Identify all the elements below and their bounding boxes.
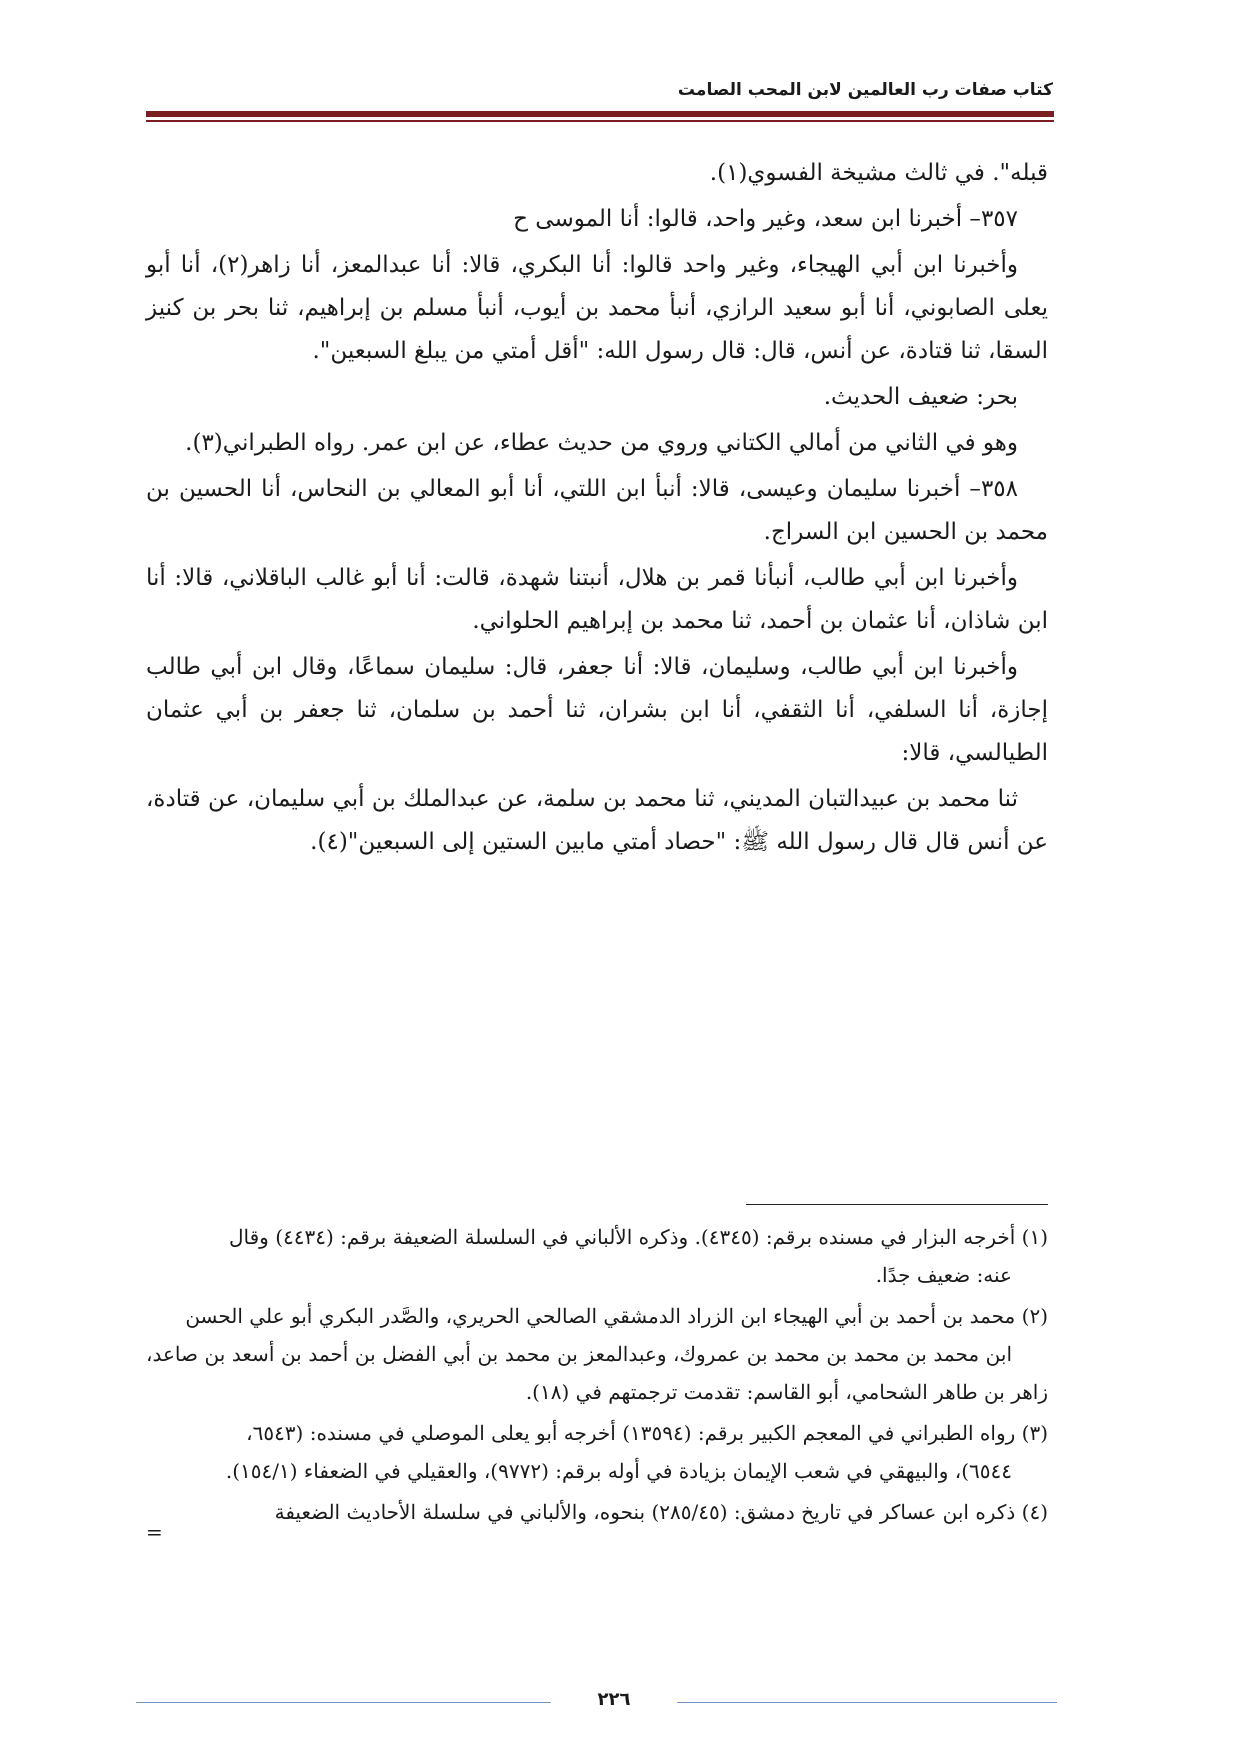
header-divider-thick — [146, 111, 1054, 117]
footnote-separator — [746, 1204, 1048, 1205]
footnotes — [146, 1218, 1048, 1542]
footnote-1-line: (١) أخرجه البزار في مسنده برقم: (٤٣٤٥). وذكره الألباني في السلسلة الضعيفة برقم: (٤٤٣٤) وقال — [229, 1225, 1048, 1249]
paragraph: ٣٥٧– أخبرنا ابن سعد، وغير واحد، قالوا: أنا الموسى ح — [513, 206, 1018, 232]
footnote-3-line: (٣) رواه الطبراني في المعجم الكبير برقم: (١٣٥٩٤) أخرجه أبو يعلى الموصلي في مسنده: (٦٥٤٣، — [246, 1421, 1048, 1445]
footnote-2 — [146, 1297, 1048, 1411]
main-text — [146, 152, 1048, 867]
footer-divider-left — [136, 1702, 551, 1703]
paragraph: وأخبرنا ابن أبي الهيجاء، وغير واحد قالوا: أنا البكري، قالا: أنا عبدالمعز، أنا زاهر(٢)، أنا أبو يعلى الصابوني، أنا أبو سعيد الرازي، أنبأ محمد بن أيوب، أنبأ مسلم بن إبراهيم، ثنا بحر بن كنيز السقا، ثنا قتادة، عن أنس، قال: قال رسول الله: "أقل أمتي من يبلغ السبعين". — [146, 252, 1049, 364]
footnote-3-continuation: ٦٥٤٤)، والبيهقي في شعب الإيمان بزيادة في أوله برقم: (٩٧٧٢)، والعقيلي في الضعفاء (١٥٤/١). — [225, 1459, 1012, 1483]
paragraph: ٣٥٨– أخبرنا سليمان وعيسى، قالا: أنبأ ابن اللتي، أنا أبو المعالي بن النحاس، أنا الحسين بن محمد بن الحسين ابن السراج. — [146, 476, 1048, 545]
paragraph: ثنا محمد بن عبيدالتبان المديني، ثنا محمد بن سلمة، عن عبدالملك بن أبي سليمان، عن قتادة، عن أنس قال قال رسول الله ﷺ: "حصاد أمتي مابين الستين إلى السبعين"(٤). — [146, 786, 1048, 855]
paragraph: وأخبرنا ابن أبي طالب، أنبأنا قمر بن هلال، أنبتنا شهدة، قالت: أنا أبو غالب الباقلاني، قالا: أنا ابن شاذان، أنا عثمان بن أحمد، ثنا محمد بن إبراهيم الحلواني. — [146, 565, 1048, 634]
paragraph: قبله". في ثالث مشيخة الفسوي(١). — [709, 160, 1048, 186]
footnote-4-line: (٤) ذكره ابن عساكر في تاريخ دمشق: (٢٨٥/٤٥) بنحوه، والألباني في سلسلة الأحاديث الضعيفة — [274, 1500, 1048, 1524]
footnote-continuation-mark: = — [146, 1520, 163, 1544]
running-header-title: كتاب صفات رب العالمين لابن المحب الصامت — [677, 80, 1053, 100]
footnote-3 — [146, 1414, 1048, 1490]
footer-divider-right — [677, 1702, 1057, 1703]
footnote-1-continuation: عنه: ضعيف جدًا. — [875, 1263, 1012, 1287]
footnote-1 — [146, 1218, 1048, 1294]
footnote-4 — [146, 1493, 1048, 1544]
page-number: ٢٢٦ — [597, 1689, 631, 1710]
footnote-2-continuation: ابن محمد بن محمد بن محمد بن عمروك، وعبدالمعز بن محمد بن أبي الفضل بن أحمد بن أسعد بن صاعد، زاهر بن طاهر الشحامي، أبو القاسم: تقدمت ترجمتهم في (١٨). — [146, 1342, 1048, 1404]
paragraph: بحر: ضعيف الحديث. — [823, 384, 1018, 410]
paragraph: وأخبرنا ابن أبي طالب، وسليمان، قالا: أنا جعفر، قال: سليمان سماعًا، وقال ابن أبي طالب إجازة، أنا السلفي، أنا الثقفي، أنا ابن بشران، ثنا أحمد بن سلمان، ثنا جعفر بن أبي عثمان الطيالسي، قالا: — [146, 654, 1048, 766]
footnote-2-line: (٢) محمد بن أحمد بن أبي الهيجاء ابن الزراد الدمشقي الصالحي الحريري، والصَّدر البكري أبو علي الحسن — [185, 1304, 1048, 1328]
header-divider-thin — [146, 120, 1054, 122]
paragraph: وهو في الثاني من أمالي الكتاني وروي من حديث عطاء، عن ابن عمر. رواه الطبراني(٣). — [185, 430, 1018, 456]
